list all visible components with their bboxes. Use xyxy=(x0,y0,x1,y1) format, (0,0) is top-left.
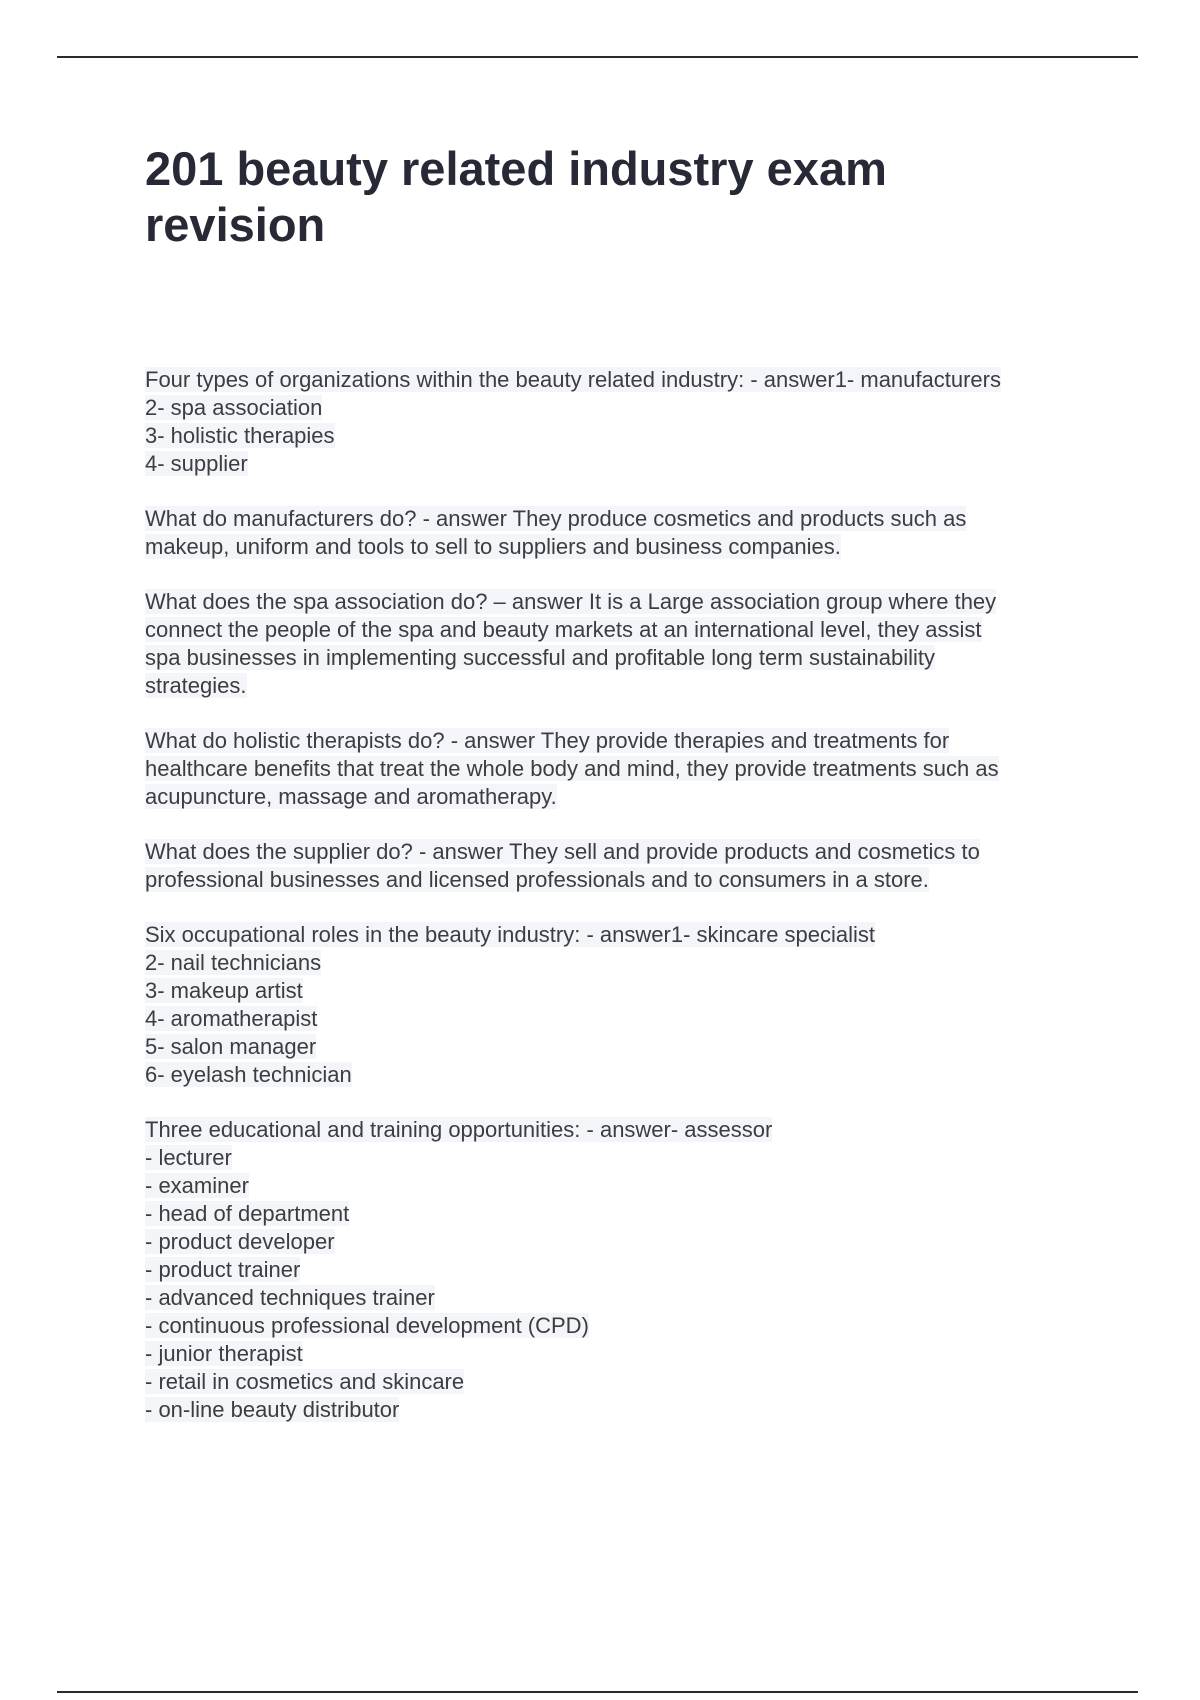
qa-paragraph xyxy=(145,1116,1145,1424)
text-line-content: connect the people of the spa and beauty markets at an international level, they assist xyxy=(145,617,982,642)
text-line-content: Six occupational roles in the beauty industry: - answer1- skincare specialist xyxy=(145,922,876,947)
text-line xyxy=(145,755,1145,783)
text-line-content: spa businesses in implementing successful and profitable long term sustainability xyxy=(145,645,935,670)
text-line-content: What do manufacturers do? - answer They produce cosmetics and products such as xyxy=(145,506,967,531)
qa-paragraph xyxy=(145,838,1145,894)
text-line xyxy=(145,533,1145,561)
qa-paragraph xyxy=(145,921,1145,1089)
text-line xyxy=(145,616,1145,644)
text-line-content: - product trainer xyxy=(145,1257,301,1282)
text-line xyxy=(145,366,1145,394)
bottom-divider xyxy=(57,1691,1138,1693)
text-line-content: - retail in cosmetics and skincare xyxy=(145,1369,465,1394)
text-line-content: 3- makeup artist xyxy=(145,978,303,1003)
text-line-content: 2- spa association xyxy=(145,395,323,420)
text-line-content: - advanced techniques trainer xyxy=(145,1285,435,1310)
text-line-content: strategies. xyxy=(145,673,247,698)
text-line-content: - examiner xyxy=(145,1173,249,1198)
text-line-content: - on-line beauty distributor xyxy=(145,1397,400,1422)
text-line xyxy=(145,1061,1145,1089)
text-line-content: - continuous professional development (CPD) xyxy=(145,1313,589,1338)
text-line xyxy=(145,1396,1145,1424)
text-line xyxy=(145,1284,1145,1312)
text-line xyxy=(145,866,1145,894)
qa-paragraph xyxy=(145,727,1145,811)
text-line xyxy=(145,1312,1145,1340)
text-line-content: 6- eyelash technician xyxy=(145,1062,352,1087)
text-line xyxy=(145,394,1145,422)
text-line-content: professional businesses and licensed professionals and to consumers in a store. xyxy=(145,867,929,892)
text-line xyxy=(145,672,1145,700)
text-line xyxy=(145,1340,1145,1368)
text-line xyxy=(145,977,1145,1005)
text-line xyxy=(145,588,1145,616)
text-line-content: What do holistic therapists do? - answer They provide therapies and treatments for xyxy=(145,728,950,753)
text-line-content: healthcare benefits that treat the whole body and mind, they provide treatments such as xyxy=(145,756,999,781)
text-line-content: What does the spa association do? – answer It is a Large association group where they xyxy=(145,589,997,614)
text-line-content: 5- salon manager xyxy=(145,1034,317,1059)
text-line-content: 4- supplier xyxy=(145,451,248,476)
text-line xyxy=(145,1116,1145,1144)
text-line xyxy=(145,949,1145,977)
text-line xyxy=(145,505,1145,533)
text-line-content: 3- holistic therapies xyxy=(145,423,335,448)
text-line xyxy=(145,1033,1145,1061)
qa-paragraph xyxy=(145,505,1145,561)
text-line xyxy=(145,1005,1145,1033)
text-line xyxy=(145,1256,1145,1284)
text-line xyxy=(145,838,1145,866)
top-divider xyxy=(57,56,1138,58)
text-line xyxy=(145,727,1145,755)
text-line-content: Three educational and training opportunities: - answer- assessor xyxy=(145,1117,773,1142)
text-line-content: Four types of organizations within the beauty related industry: - answer1- manufacturers xyxy=(145,367,1001,392)
text-line-content: - lecturer xyxy=(145,1145,232,1170)
text-line-content: 4- aromatherapist xyxy=(145,1006,318,1031)
qa-paragraph xyxy=(145,588,1145,700)
text-line xyxy=(145,783,1145,811)
qa-paragraph xyxy=(145,366,1145,478)
text-line-content: makeup, uniform and tools to sell to suppliers and business companies. xyxy=(145,534,841,559)
text-line xyxy=(145,1368,1145,1396)
text-line xyxy=(145,644,1145,672)
document-body xyxy=(145,366,1145,1451)
text-line xyxy=(145,1144,1145,1172)
text-line-content: What does the supplier do? - answer They sell and provide products and cosmetics to xyxy=(145,839,980,864)
text-line xyxy=(145,450,1145,478)
text-line xyxy=(145,1172,1145,1200)
text-line xyxy=(145,1200,1145,1228)
text-line-content: - head of department xyxy=(145,1201,350,1226)
document-title: 201 beauty related industry exam revision xyxy=(145,142,887,251)
text-line-content: - product developer xyxy=(145,1229,335,1254)
text-line-content: - junior therapist xyxy=(145,1341,303,1366)
text-line-content: acupuncture, massage and aromatherapy. xyxy=(145,784,557,809)
text-line xyxy=(145,422,1145,450)
text-line-content: 2- nail technicians xyxy=(145,950,322,975)
text-line xyxy=(145,1228,1145,1256)
text-line xyxy=(145,921,1145,949)
